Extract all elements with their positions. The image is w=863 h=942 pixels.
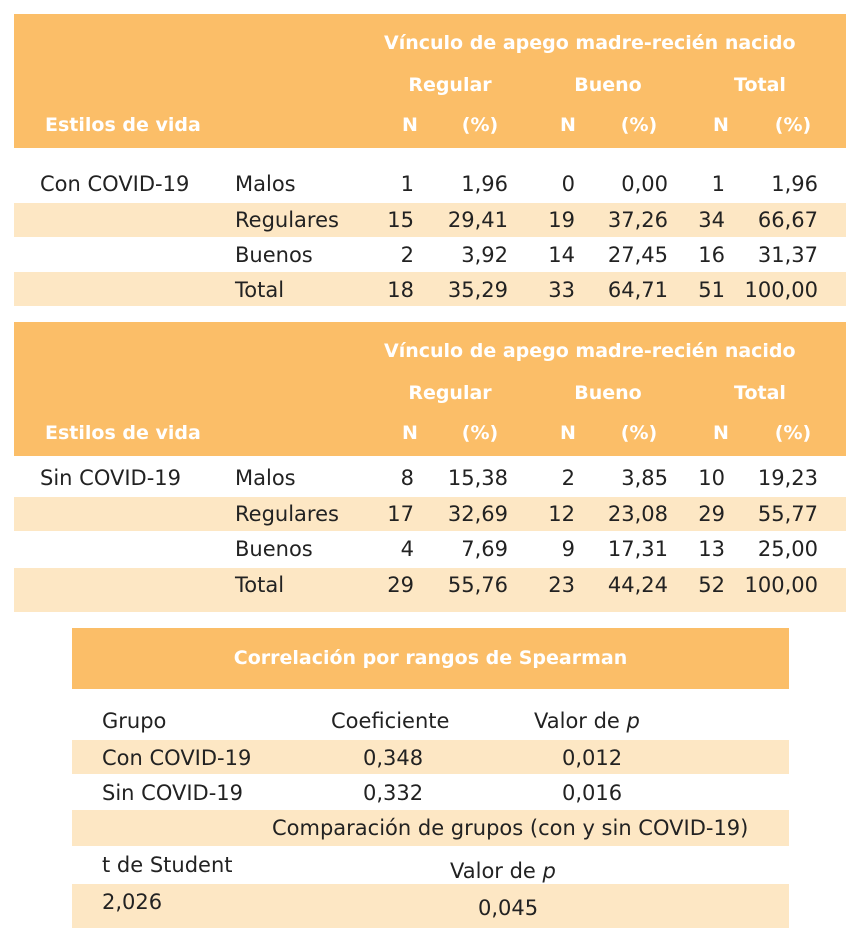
table1-title: Vínculo de apego madre-recién nacido	[384, 32, 796, 54]
t-student-label: t de Student	[102, 853, 233, 877]
table2-group-total: Total	[734, 382, 786, 404]
cell: 51	[698, 278, 725, 302]
p-prefix: Valor de	[534, 709, 627, 733]
table1-col-pct-3: (%)	[774, 114, 812, 136]
cell: 100,00	[744, 278, 818, 302]
spearman-header-coef: Coeficiente	[331, 709, 450, 733]
table2-col-n-2: N	[560, 422, 576, 444]
cell: 14	[548, 243, 575, 267]
cell: 29	[387, 573, 414, 597]
table1-group-total: Total	[734, 74, 786, 96]
spearman-coef: 0,332	[363, 781, 424, 805]
table2-col-pct-1: (%)	[461, 422, 499, 444]
table1-row-header: Estilos de vida	[45, 114, 201, 136]
cell: 29	[698, 502, 725, 526]
cell: 16	[698, 243, 725, 267]
cell: 1	[400, 172, 414, 196]
table1-col-n-3: N	[713, 114, 729, 136]
cell: 25,00	[757, 537, 818, 561]
cell: 35,29	[447, 278, 508, 302]
cell: 55,77	[757, 502, 818, 526]
table1-col-n-1: N	[402, 114, 418, 136]
table2-group-regular: Regular	[408, 382, 492, 404]
table1-group-bueno: Bueno	[574, 74, 642, 96]
spearman-header-p	[534, 703, 640, 739]
cell: 29,41	[447, 208, 508, 232]
cell: 66,67	[757, 208, 818, 232]
cell: 15,38	[447, 466, 508, 490]
cell: 44,24	[607, 573, 668, 597]
table1-col-pct-1: (%)	[461, 114, 499, 136]
t-student-value: 2,026	[102, 890, 163, 914]
row-label: Regulares	[235, 502, 339, 526]
table2-col-n-3: N	[713, 422, 729, 444]
table2-group-label: Sin COVID-19	[40, 466, 182, 490]
cell: 1	[711, 172, 725, 196]
spearman-header-group: Grupo	[102, 709, 167, 733]
spearman-coef: 0,348	[363, 746, 424, 770]
cell: 8	[400, 466, 414, 490]
cell: 0	[561, 172, 575, 196]
row-label: Buenos	[235, 243, 313, 267]
table2-group-bueno: Bueno	[574, 382, 642, 404]
cell: 0,00	[621, 172, 668, 196]
spearman-p: 0,016	[562, 781, 623, 805]
cell: 37,26	[607, 208, 668, 232]
cell: 3,92	[461, 243, 508, 267]
cell: 23	[548, 573, 575, 597]
cell: 1,96	[771, 172, 818, 196]
cell: 10	[698, 466, 725, 490]
table1-col-pct-2: (%)	[620, 114, 658, 136]
comparison-p-value: 0,045	[478, 896, 539, 920]
cell: 23,08	[607, 502, 668, 526]
table1-group-label: Con COVID-19	[40, 172, 190, 196]
cell: 3,85	[621, 466, 668, 490]
cell: 33	[548, 278, 575, 302]
cell: 13	[698, 537, 725, 561]
cell: 31,37	[757, 243, 818, 267]
table1-group-regular: Regular	[408, 74, 492, 96]
p-prefix: Valor de	[450, 859, 543, 883]
table2-col-n-1: N	[402, 422, 418, 444]
p-variable: p	[542, 859, 556, 883]
row-label: Total	[235, 278, 285, 302]
spearman-p: 0,012	[562, 746, 623, 770]
cell: 15	[387, 208, 414, 232]
cell: 52	[698, 573, 725, 597]
cell: 2	[400, 243, 414, 267]
cell: 17,31	[607, 537, 668, 561]
cell: 9	[561, 537, 575, 561]
comparison-p-label	[450, 853, 556, 889]
row-label: Malos	[235, 466, 296, 490]
cell: 18	[387, 278, 414, 302]
cell: 12	[548, 502, 575, 526]
table2-row-header: Estilos de vida	[45, 422, 201, 444]
cell: 64,71	[607, 278, 668, 302]
cell: 32,69	[447, 502, 508, 526]
comparison-title: Comparación de grupos (con y sin COVID-19)	[272, 816, 749, 840]
row-label: Malos	[235, 172, 296, 196]
cell: 4	[400, 537, 414, 561]
row-label: Regulares	[235, 208, 339, 232]
cell: 100,00	[744, 573, 818, 597]
cell: 19,23	[757, 466, 818, 490]
cell: 7,69	[461, 537, 508, 561]
cell: 27,45	[607, 243, 668, 267]
cell: 55,76	[447, 573, 508, 597]
cell: 34	[698, 208, 725, 232]
row-label: Total	[235, 573, 285, 597]
p-variable: p	[626, 709, 640, 733]
table2-col-pct-2: (%)	[620, 422, 658, 444]
cell: 19	[548, 208, 575, 232]
table1-col-n-2: N	[560, 114, 576, 136]
spearman-title: Correlación por rangos de Spearman	[233, 647, 628, 669]
cell: 17	[387, 502, 414, 526]
spearman-group: Con COVID-19	[102, 746, 252, 770]
spearman-group: Sin COVID-19	[102, 781, 244, 805]
spearman-band-3	[72, 884, 789, 928]
cell: 2	[561, 466, 575, 490]
row-label: Buenos	[235, 537, 313, 561]
table2-title: Vínculo de apego madre-recién nacido	[384, 340, 796, 362]
table2-col-pct-3: (%)	[774, 422, 812, 444]
cell: 1,96	[461, 172, 508, 196]
